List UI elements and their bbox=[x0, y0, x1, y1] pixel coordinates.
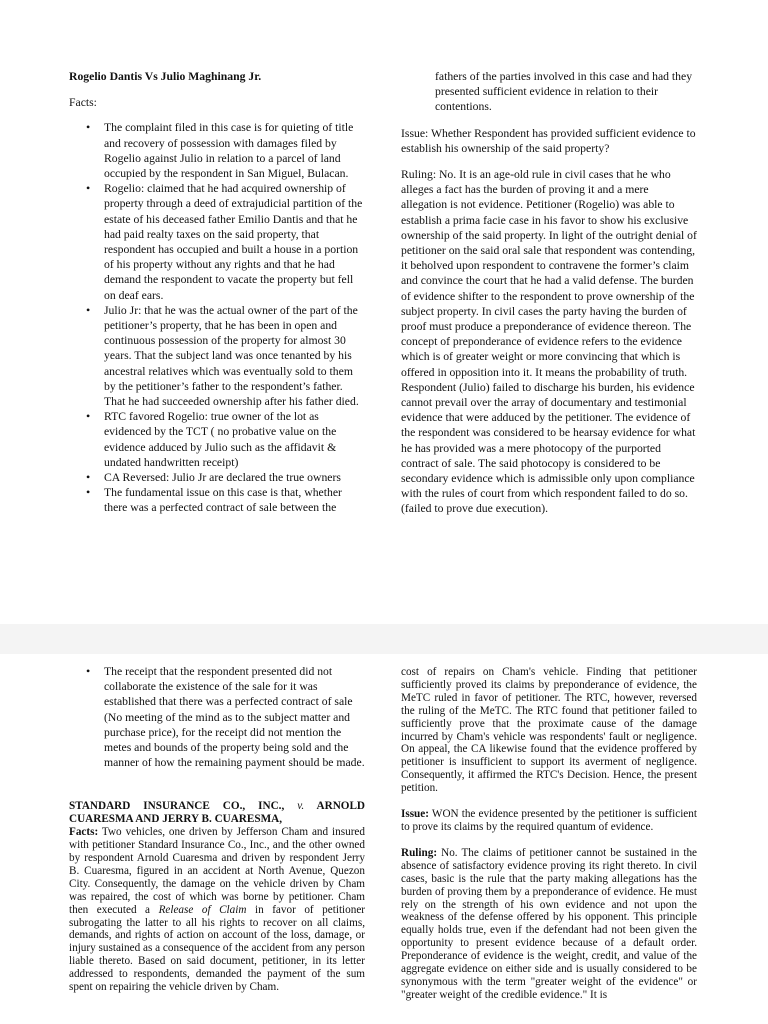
case-title: Rogelio Dantis Vs Julio Maghinang Jr. bbox=[69, 70, 262, 83]
release-of-claim-term: Release of Claim bbox=[158, 903, 247, 916]
page1-left-column bbox=[69, 69, 364, 516]
standard-insurance-case bbox=[69, 800, 365, 994]
page-separator bbox=[0, 624, 768, 654]
issue-paragraph: Issue: Whether Respondent has provided sufficient evidence to establish his ownership of the said property? bbox=[401, 126, 696, 155]
facts-paragraph bbox=[69, 826, 365, 994]
continuation-text: cost of repairs on Cham's vehicle. Finding that petitioner sufficiently proved its claims by preponderance of evidence, the MeTC ruled in favor of petitioner. The RTC, however, reversed the ruling of the MeTC. The RTC found that petitioner failed to sufficiently prove that the proximate cause of the damage incurred by Cham's vehicle was respondents' fault or negligence. On appeal, the CA likewise found that the evidence proffered by petitioner is insufficient to support its averment of negligence. Consequently, it affirmed the RTC's Decision. Hence, the present petition. bbox=[401, 666, 697, 795]
issue-label: Issue: bbox=[401, 808, 429, 821]
list-item: • The fundamental issue on this case is that, whether there was a perfected contract of sale between the bbox=[69, 485, 364, 515]
case-title-part-a: STANDARD INSURANCE CO., INC. bbox=[69, 800, 282, 813]
ruling-label: Ruling: bbox=[401, 846, 438, 859]
case-title: STANDARD INSURANCE CO., INC., v. ARNOLD CUARESMA AND JERRY B. CUARESMA, bbox=[69, 800, 366, 826]
facts-text-1: Two vehicles, one driven by Jefferson Cham and insured with petitioner Standard Insurance Co., Inc., and the other owned by respondent Arnold Cuaresma and driven by respondent Jerry B. Cuaresma, figured in an accident at North Avenue, Quezon City. Consequently, the damage on the vehicle driven by Cham was repaired, the cost of which was borne by petitioner. Cham then executed a bbox=[69, 826, 365, 916]
facts-label: Facts: bbox=[69, 826, 99, 839]
page2-left-column bbox=[69, 664, 365, 994]
list-item: • RTC favored Rogelio: true owner of the lot as evidenced by the TCT ( no probative value on the evidence adduced by Julio such as the affidavit & undated handwritten receipt) bbox=[69, 409, 364, 470]
case-title-part-b: ARNOLD CUARESMA AND JERRY B. CUARESMA, bbox=[69, 800, 366, 826]
facts-list-continued bbox=[69, 664, 365, 770]
issue-paragraph bbox=[401, 808, 697, 834]
ruling-paragraph: Ruling: No. It is an age-old rule in civil cases that he who alleges a fact has the burden of proving it and a mere allegation is not evidence. Petitioner (Rogelio) was able to establish a prima facie case in his favor to show his exclusive ownership of the said property. In light of the outright denial of petitioner on the said oral sale that respondent was contending, it beholved upon respondent to contravene the former’s claim and convince the court that he had a valid defense. The burden of evidence shifter to the respondent to prove ownership of the subject property. In civil cases the party having the burden of proof must produce a preponderance of evidence thereon. The concept of preponderance of evidence refers to the evidence which is of greater weight or more convincing that which is offered in opposition into it. It means the probability of truth. Respondent (Julio) failed to discharge his burden, his evidence cannot prevail over the array of documentary and testimonial evidence that were adduced by the petitioner. The evidence of the respondent was considered to be hearsay evidence for what he has provided was a mere photocopy of the purported contract of sale. The said photocopy is considered to be secondary evidence which is admissible only upon compliance with the rules of court from which respondent failed to do so. (failed to prove due execution). bbox=[401, 168, 697, 516]
facts-list bbox=[69, 120, 364, 515]
versus-text: v. bbox=[297, 800, 305, 813]
facts-text-2: in favor of petitioner subrogating the latter to all his rights to recover on all claims, demands, and rights of action on account of the loss, damage, or injury sustained as a consequence of the accident from any person liable thereto. Based on said document, petitioner, in its letter addressed to respondents, demanded the payment of the sum spent on repairing the vehicle driven by Cham. bbox=[69, 903, 366, 994]
page2-right-column bbox=[401, 666, 697, 1002]
list-item: • CA Reversed: Julio Jr are declared the true owners bbox=[69, 470, 364, 485]
document-page-2 bbox=[0, 654, 768, 1024]
list-item: • Julio Jr: that he was the actual owner of the part of the petitioner’s property, that he has been in open and continuous possession of the property for almost 30 years. That the subject land was once tenanted by his ancestral relatives which was eventually sold to them by the petitioner’s father to the respondent’s father. That he had succeeded ownership after his father died. bbox=[69, 303, 364, 409]
list-item: • Rogelio: claimed that he had acquired ownership of property through a deed of extrajudicial partition of the estate of his deceased father Emilio Dantis and that he had paid realty taxes on the said property, that respondent has occupied and built a house in a portion of his property without any rights and that he had demand the respondent to vacate the property but fell on deaf ears. bbox=[69, 181, 364, 303]
ruling-text: No. The claims of petitioner cannot be sustained in the absence of satisfactory evidence proving its right thereto. In civil cases, basic is the rule that the party making allegations has the burden of proving them by a preponderance of evidence. He must rely on the strength of his own evidence and not upon the weakness of the defense offered by his opponent. This principle equally holds true, even if the defendant had not been given the opportunity to present evidence because of a default order. Preponderance of evidence is the weight, credit, and value of the aggregate evidence on either side and is usually considered to be synonymous with the term "greater weight of the evidence" or "greater weight of the credible evidence." It is bbox=[401, 846, 698, 1001]
list-item: • The complaint filed in this case is for quieting of title and recovery of possession with damages filed by Rogelio against Julio in relation to a parcel of land occupied by the respondent in San Miguel, Bulacan. bbox=[69, 120, 364, 181]
page1-right-column bbox=[401, 69, 697, 517]
list-item: • The receipt that the respondent presented did not collaborate the existence of the sale for it was established that there was a perfected contract of sale (No meeting of the mind as to the subject matter and purchase price), for the receipt did not mention the metes and bounds of the property being sold and the manner of how the remaining payment should be made. bbox=[69, 664, 365, 770]
continuation-text: fathers of the parties involved in this case and had they presented sufficient evidence in relation to their contentions. bbox=[435, 70, 693, 114]
issue-text: WON the evidence presented by the petitioner is sufficient to prove its claims by the required quantum of evidence. bbox=[401, 808, 697, 833]
facts-label: Facts: bbox=[69, 96, 97, 110]
ruling-paragraph bbox=[401, 847, 697, 1002]
